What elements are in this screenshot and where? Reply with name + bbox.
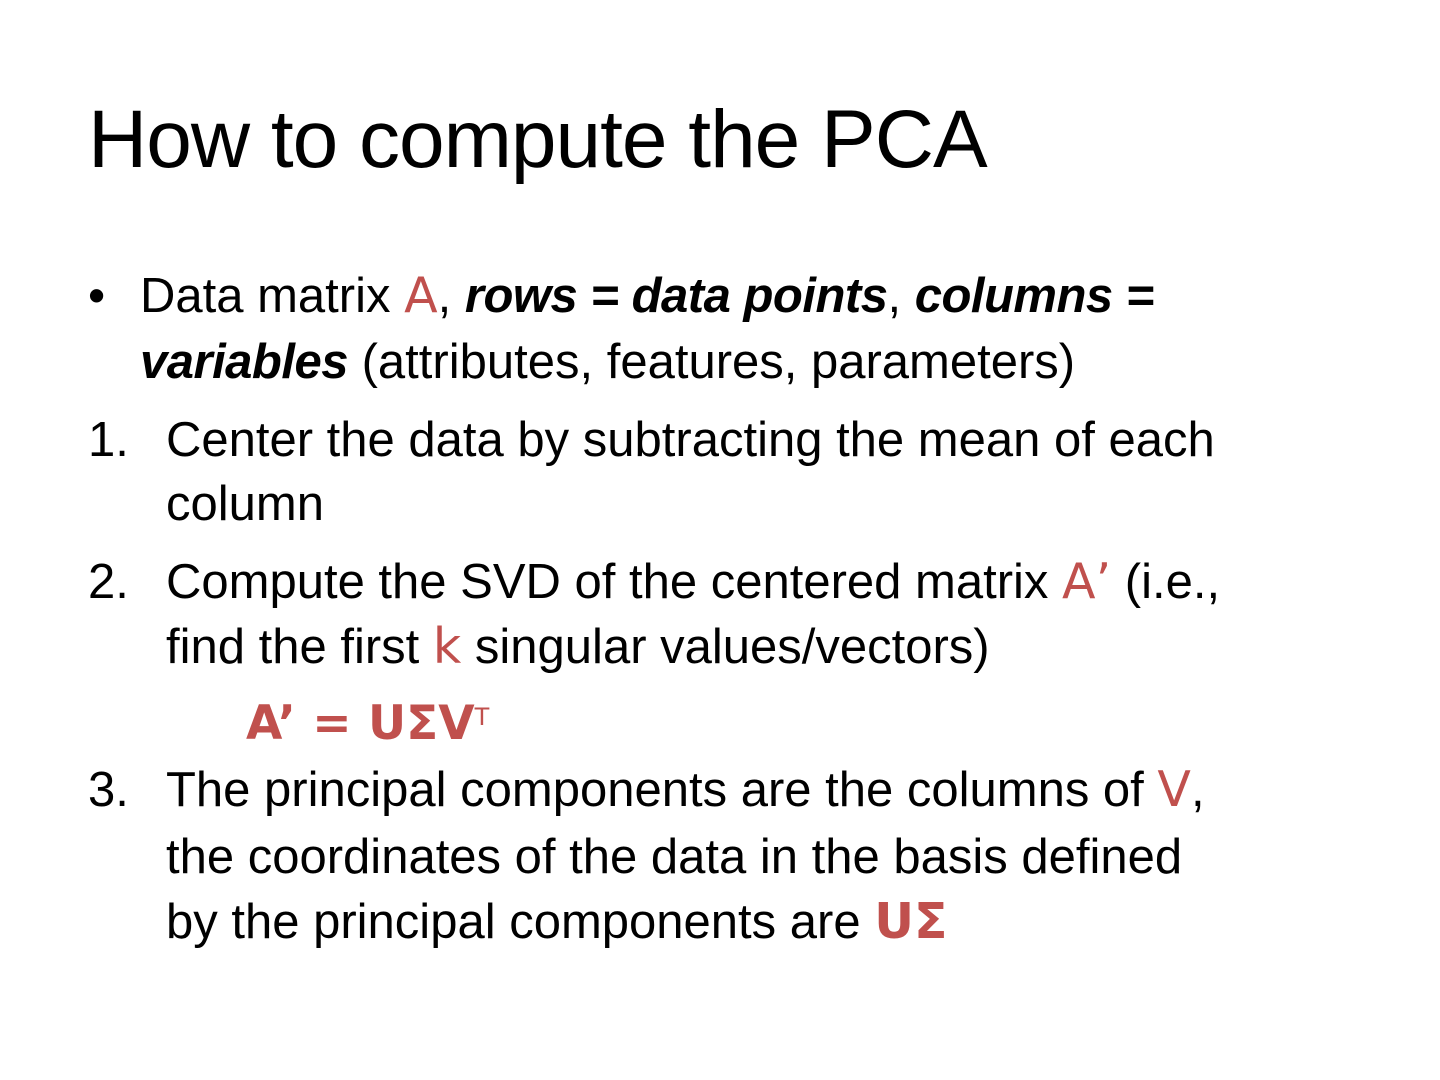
rows-definition: rows = data points — [464, 269, 888, 323]
comma: , — [1190, 763, 1205, 817]
u-sigma-symbol: UΣ — [874, 893, 948, 950]
step-3-line-3 — [166, 890, 947, 954]
step-3-text: by the principal components are — [166, 895, 875, 949]
slide-title: How to compute the PCA — [88, 94, 987, 185]
step-3-text: The principal components are the columns of — [166, 763, 1158, 817]
step-2-line-2 — [166, 615, 990, 679]
matrix-a-prime-symbol: A’ — [1062, 553, 1112, 610]
k-symbol: k — [432, 618, 462, 675]
step-2-line-1 — [166, 550, 1220, 614]
svd-formula-main: A’ = UΣV — [246, 696, 475, 751]
transpose-superscript: T — [474, 703, 490, 731]
step-3-line-2: the coordinates of the data in the basis defined — [166, 830, 1183, 884]
comma: , — [887, 269, 915, 323]
variables-term: variables — [140, 335, 348, 389]
comma: , — [437, 269, 465, 323]
step-2-text-ie: (i.e., — [1111, 555, 1221, 609]
step-1-number: 1. — [88, 413, 129, 467]
step-2-text: Compute the SVD of the centered matrix — [166, 555, 1063, 609]
v-symbol: V — [1157, 761, 1191, 818]
bullet-line-1 — [140, 264, 1154, 328]
columns-definition: columns = — [914, 269, 1154, 323]
svd-formula — [246, 685, 489, 756]
bullet-text: Data matrix — [140, 269, 405, 323]
step-1-line-1: Center the data by subtracting the mean of each — [166, 413, 1215, 467]
step-2-text: find the first — [166, 620, 433, 674]
matrix-a-symbol: A — [404, 267, 438, 324]
step-3-number: 3. — [88, 763, 129, 817]
step-3-line-1 — [166, 758, 1205, 822]
step-1-line-2: column — [166, 477, 324, 531]
step-2-number: 2. — [88, 555, 129, 609]
step-2-text-singular: singular values/vectors) — [461, 620, 990, 674]
bullet-marker: • — [88, 269, 106, 323]
variables-examples: (attributes, features, parameters) — [348, 335, 1076, 389]
bullet-line-2 — [140, 330, 1075, 394]
